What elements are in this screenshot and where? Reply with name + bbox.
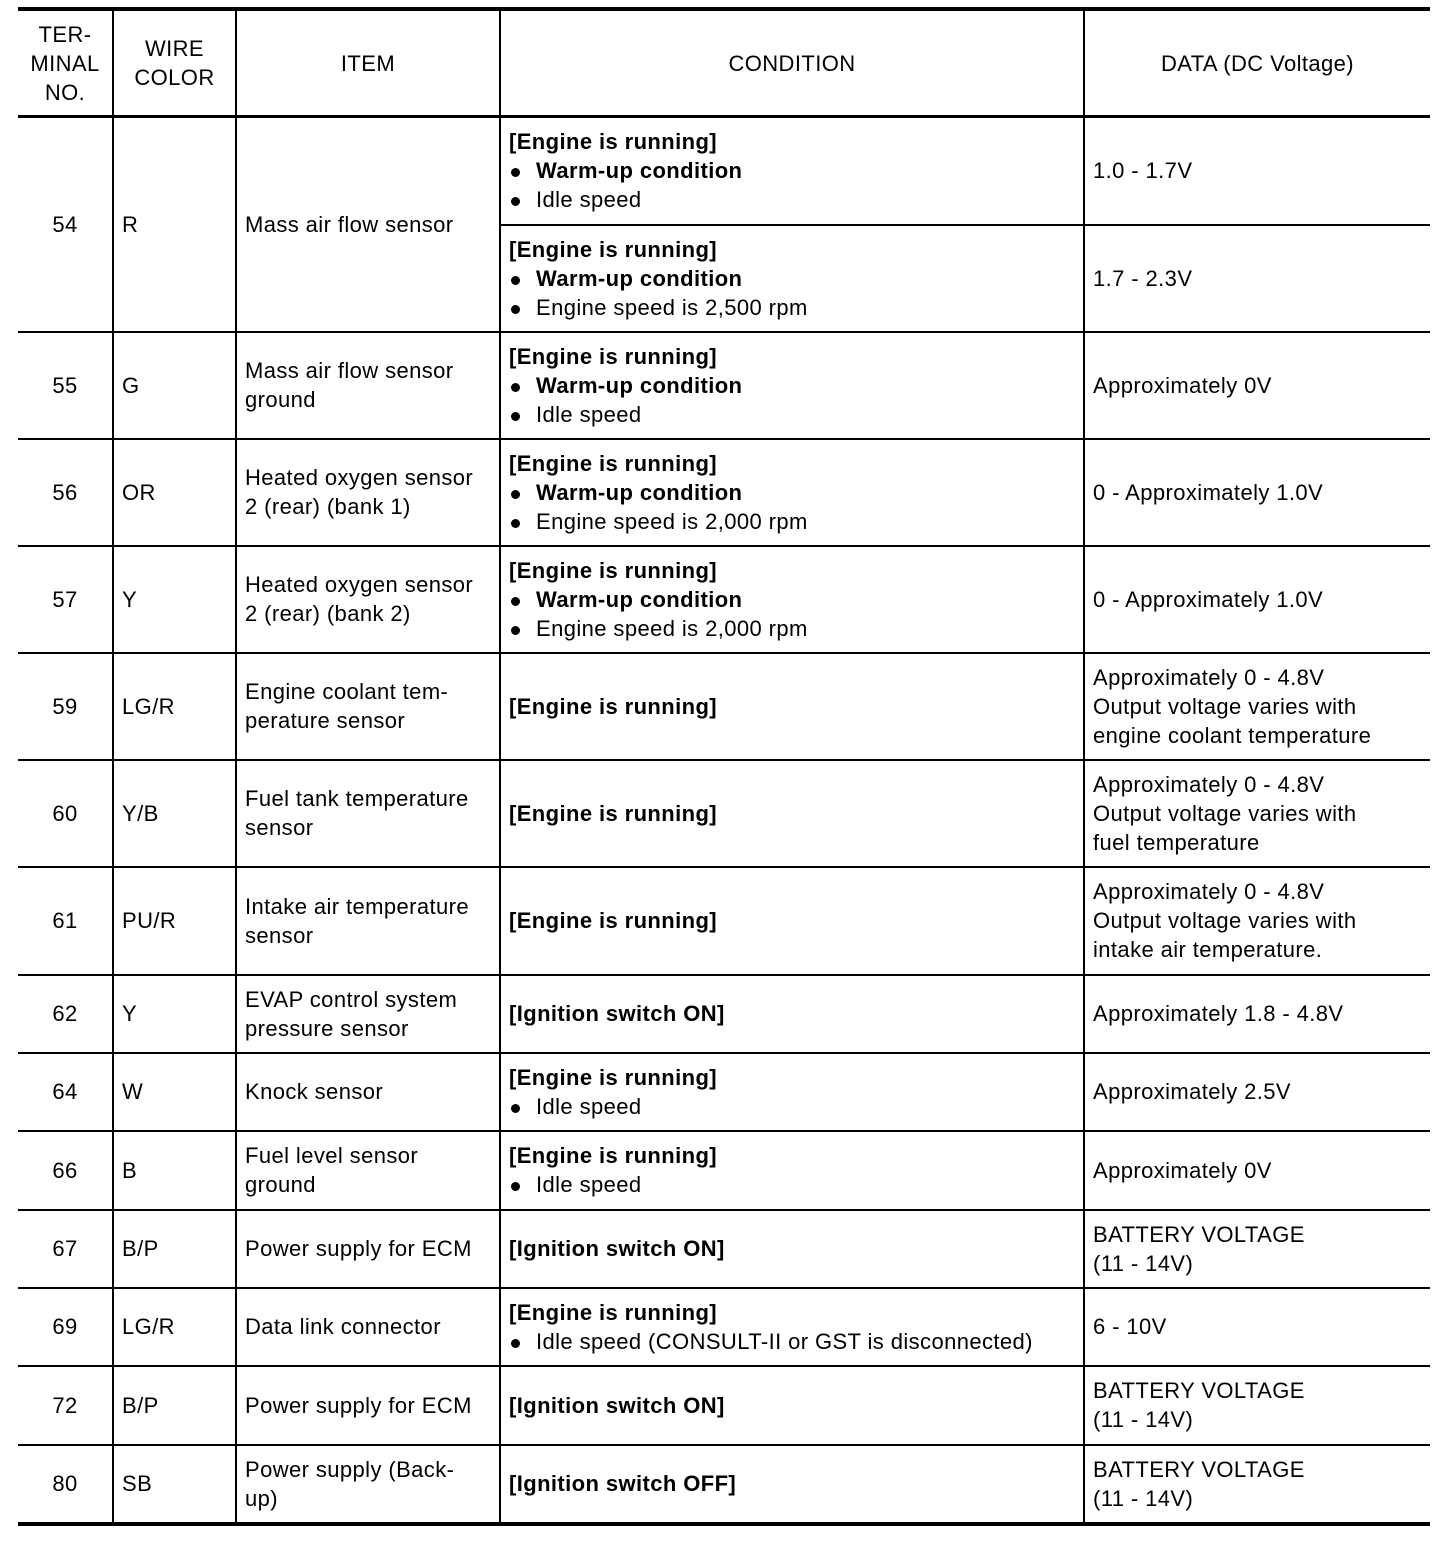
condition-heading: [Ignition switch ON] <box>509 1001 725 1026</box>
data-value: Approximately 0 - 4.8V Output voltage varies with fuel temperature <box>1084 760 1430 867</box>
condition-heading: [Engine is running] <box>509 1064 718 1090</box>
condition <box>500 1131 1084 1210</box>
wire-color: LG/R <box>113 653 236 760</box>
condition-bullet: Engine speed is 2,000 rpm <box>509 614 1075 643</box>
item: Fuel level sensor ground <box>236 1131 500 1210</box>
terminal-no: 55 <box>18 332 113 439</box>
condition <box>500 439 1084 546</box>
terminal-no: 80 <box>18 1445 113 1524</box>
terminal-no: 54 <box>18 117 113 332</box>
wire-color: B/P <box>113 1210 236 1288</box>
condition-heading: [Engine is running] <box>509 1143 718 1168</box>
table-row <box>18 1366 1430 1445</box>
header-item: ITEM <box>236 9 500 117</box>
wire-color: PU/R <box>113 867 236 975</box>
item: Engine coolant tem- perature sensor <box>236 653 500 760</box>
condition <box>500 760 1084 867</box>
item: Power supply for ECM <box>236 1210 500 1288</box>
condition-heading: [Engine is running] <box>509 693 718 719</box>
condition-bullet: Idle speed <box>509 400 1075 429</box>
condition <box>500 867 1084 975</box>
condition-bullet: Warm-up condition <box>509 156 1075 185</box>
data-value: 6 - 10V <box>1084 1288 1430 1366</box>
item: Heated oxygen sensor 2 (rear) (bank 2) <box>236 546 500 653</box>
table-row <box>18 1131 1430 1210</box>
data-value: Approximately 0V <box>1084 332 1430 439</box>
wire-color: Y <box>113 546 236 653</box>
wire-color: SB <box>113 1445 236 1524</box>
data-value: 0 - Approximately 1.0V <box>1084 439 1430 546</box>
data-value: Approximately 1.8 - 4.8V <box>1084 975 1430 1053</box>
data-value: Approximately 0 - 4.8V Output voltage varies with intake air temperature. <box>1084 867 1430 975</box>
header-terminal-no: TER- MINAL NO. <box>18 9 113 117</box>
terminal-no: 59 <box>18 653 113 760</box>
condition-bullet: Idle speed <box>509 185 1075 214</box>
data-value: Approximately 0 - 4.8V Output voltage varies with engine coolant temperature <box>1084 653 1430 760</box>
ecm-terminal-table <box>18 7 1430 1526</box>
terminal-no: 56 <box>18 439 113 546</box>
condition <box>500 546 1084 653</box>
item: Heated oxygen sensor 2 (rear) (bank 1) <box>236 439 500 546</box>
header-wire-color: WIRE COLOR <box>113 9 236 117</box>
item: EVAP control system pressure sensor <box>236 975 500 1053</box>
item: Fuel tank temperature sensor <box>236 760 500 867</box>
item: Data link connector <box>236 1288 500 1366</box>
data-value: BATTERY VOLTAGE (11 - 14V) <box>1084 1210 1430 1288</box>
item: Mass air flow sensor ground <box>236 332 500 439</box>
table-row <box>18 546 1430 653</box>
condition-heading: [Engine is running] <box>509 343 718 369</box>
condition-bullet: Engine speed is 2,500 rpm <box>509 293 1075 322</box>
item: Mass air flow sensor <box>236 117 500 332</box>
condition-heading: [Engine is running] <box>509 129 718 155</box>
table-row <box>18 117 1430 225</box>
wire-color: Y/B <box>113 760 236 867</box>
condition-bullet: Idle speed (CONSULT-II or GST is disconnected) <box>509 1327 1075 1356</box>
data-value: BATTERY VOLTAGE (11 - 14V) <box>1084 1366 1430 1445</box>
condition <box>500 975 1084 1053</box>
table-row <box>18 653 1430 760</box>
condition <box>500 1445 1084 1524</box>
terminal-no: 61 <box>18 867 113 975</box>
condition-bullet: Warm-up condition <box>509 264 1075 293</box>
item: Knock sensor <box>236 1053 500 1131</box>
terminal-no: 57 <box>18 546 113 653</box>
condition <box>500 653 1084 760</box>
item: Power supply (Back- up) <box>236 1445 500 1524</box>
wire-color: Y <box>113 975 236 1053</box>
table-row <box>18 975 1430 1053</box>
condition-heading: [Ignition switch ON] <box>509 1236 725 1261</box>
table-row <box>18 1445 1430 1524</box>
condition-heading: [Engine is running] <box>509 800 718 826</box>
table-row <box>18 439 1430 546</box>
condition <box>500 1053 1084 1131</box>
table-row <box>18 1288 1430 1366</box>
wire-color: G <box>113 332 236 439</box>
condition <box>500 332 1084 439</box>
condition-bullet: Warm-up condition <box>509 585 1075 614</box>
item: Power supply for ECM <box>236 1366 500 1445</box>
terminal-no: 66 <box>18 1131 113 1210</box>
data-value: BATTERY VOLTAGE (11 - 14V) <box>1084 1445 1430 1524</box>
header-row <box>18 9 1430 117</box>
condition <box>500 1366 1084 1445</box>
wire-color: LG/R <box>113 1288 236 1366</box>
terminal-no: 67 <box>18 1210 113 1288</box>
terminal-no: 64 <box>18 1053 113 1131</box>
condition <box>500 1288 1084 1366</box>
data-value: 0 - Approximately 1.0V <box>1084 546 1430 653</box>
terminal-no: 69 <box>18 1288 113 1366</box>
header-data: DATA (DC Voltage) <box>1084 9 1430 117</box>
table-row <box>18 760 1430 867</box>
condition-bullet: Warm-up condition <box>509 371 1075 400</box>
ecm-terminal-table-wrapper <box>18 7 1430 1526</box>
condition-heading: [Engine is running] <box>509 908 718 933</box>
condition-heading: [Engine is running] <box>509 557 718 583</box>
terminal-no: 72 <box>18 1366 113 1445</box>
condition-heading: [Engine is running] <box>509 236 718 262</box>
table-row <box>18 867 1430 975</box>
condition-bullet: Idle speed <box>509 1092 1075 1121</box>
wire-color: B/P <box>113 1366 236 1445</box>
condition-bullet: Engine speed is 2,000 rpm <box>509 507 1075 536</box>
terminal-no: 60 <box>18 760 113 867</box>
data-value: 1.0 - 1.7V <box>1084 117 1430 225</box>
table-row <box>18 332 1430 439</box>
condition-bullet: Warm-up condition <box>509 478 1075 507</box>
condition-bullet: Idle speed <box>509 1170 1075 1199</box>
condition-heading: [Ignition switch OFF] <box>509 1471 737 1496</box>
condition <box>500 117 1084 225</box>
header-condition: CONDITION <box>500 9 1084 117</box>
condition-heading: [Engine is running] <box>509 450 718 476</box>
condition <box>500 225 1084 332</box>
data-value: Approximately 0V <box>1084 1131 1430 1210</box>
table-row <box>18 1210 1430 1288</box>
item: Intake air temperature sensor <box>236 867 500 975</box>
condition <box>500 1210 1084 1288</box>
wire-color: W <box>113 1053 236 1131</box>
wire-color: R <box>113 117 236 332</box>
data-value: Approximately 2.5V <box>1084 1053 1430 1131</box>
condition-heading: [Ignition switch ON] <box>509 1392 725 1418</box>
wire-color: B <box>113 1131 236 1210</box>
table-row <box>18 1053 1430 1131</box>
data-value: 1.7 - 2.3V <box>1084 225 1430 332</box>
condition-heading: [Engine is running] <box>509 1299 718 1325</box>
wire-color: OR <box>113 439 236 546</box>
terminal-no: 62 <box>18 975 113 1053</box>
